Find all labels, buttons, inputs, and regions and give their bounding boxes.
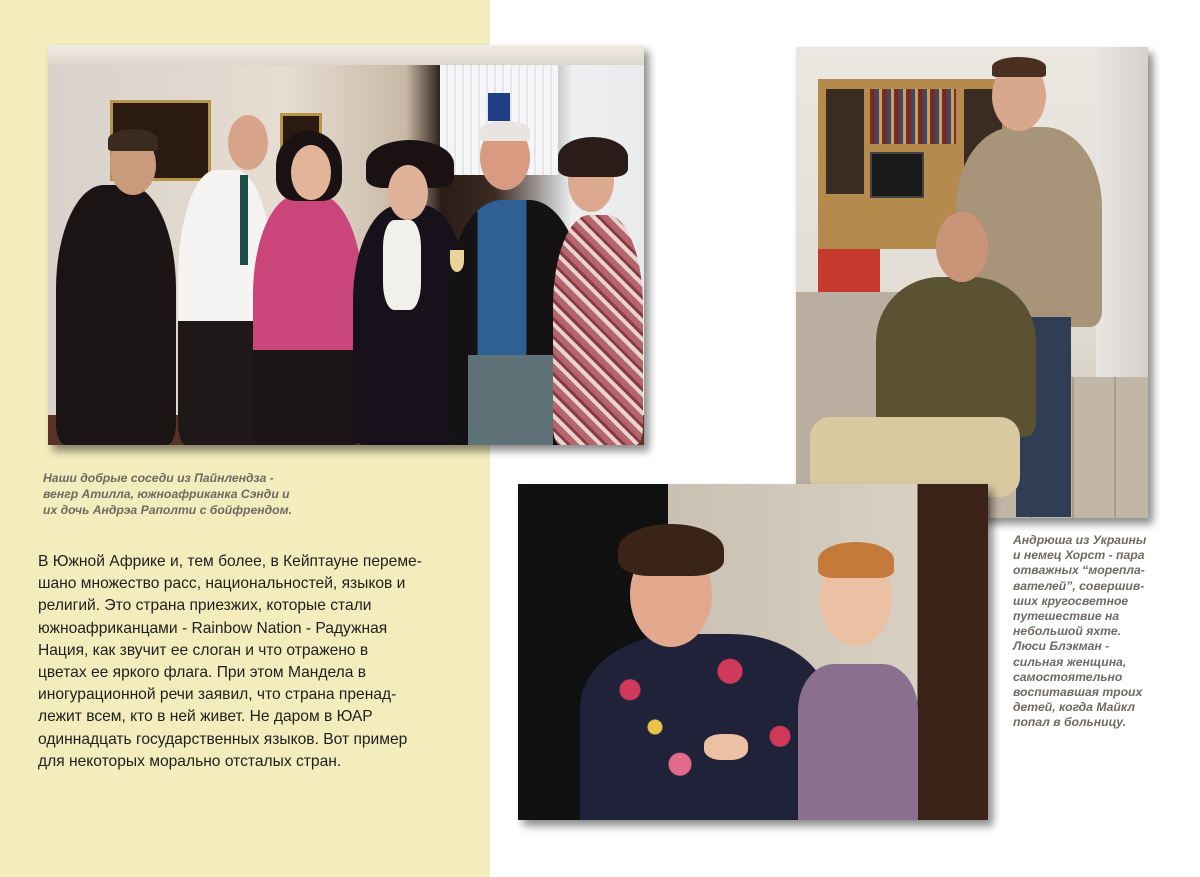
boy-hand: [704, 734, 748, 760]
body-line: южноафриканцами - Rainbow Nation - Радужная: [38, 619, 388, 637]
caption-line: детей, когда Майкл: [1013, 700, 1135, 715]
body-line: Нация, как звучит ее слоган и что отражено в: [38, 641, 369, 659]
caption-line: венгр Атилла, южноафриканка Сэнди и: [43, 487, 290, 501]
person-black-jacket-head: [388, 165, 428, 220]
caption-living-room: [1013, 533, 1193, 731]
caption-line: самостоятельно: [1013, 669, 1123, 684]
caption-line: Наши добрые соседи из Пайнлендза -: [43, 471, 274, 485]
logo-badge: [488, 93, 510, 121]
body-line: шано множество расс, национальностей, языков и: [38, 575, 406, 593]
person-tuxedo-man: [56, 185, 176, 445]
white-blouse: [383, 220, 421, 310]
caption-line: попал в больницу.: [1013, 715, 1127, 730]
caption-line: Люси Блэкман -: [1013, 639, 1110, 654]
boy-shirt: [798, 664, 918, 820]
person-pink-blouse-face: [291, 145, 331, 200]
person-floral-dress: [553, 215, 643, 445]
white-hair: [480, 121, 530, 141]
floral-dress: [580, 634, 830, 820]
tie: [240, 175, 248, 265]
hair: [108, 129, 158, 151]
red-ottoman: [818, 249, 880, 294]
person-young-man-head: [228, 115, 268, 170]
caption-reception: [43, 470, 343, 518]
caption-line: сильная женщина,: [1013, 654, 1127, 669]
body-line: иногурационной речи заявил, что страна пренад-: [38, 686, 397, 704]
trousers: [468, 355, 553, 445]
person-seated-man: [876, 277, 1036, 437]
wine-glass: [450, 250, 464, 272]
body-line: цветах ее яркого флага. При этом Мандела в: [38, 664, 367, 682]
hair: [992, 57, 1046, 77]
television: [870, 152, 924, 198]
body-line: для некоторых морально отсталых стран.: [38, 752, 342, 770]
caption-line: путешествие на: [1013, 609, 1120, 624]
woman-hair: [618, 524, 724, 576]
body-line: лежит всем, кто в ней живет. Не даром в ЮАР: [38, 708, 373, 726]
caption-line: воспитавшая троих: [1013, 685, 1143, 700]
body-paragraph: [38, 551, 478, 773]
caption-line: и немец Хорст - пара: [1013, 548, 1145, 563]
photo-living-room: [796, 47, 1148, 518]
ceiling: [48, 45, 644, 65]
photo-reception: [48, 45, 644, 445]
caption-line: Андрюша из Украины: [1013, 533, 1147, 547]
body-line: религий. Это страна приезжих, которые стали: [38, 597, 372, 615]
body-line: одиннадцать государственных языков. Вот пример: [38, 730, 408, 748]
caption-line: их дочь Андрэа Раполти с бойфрендом.: [43, 503, 292, 517]
photo-woman-child: [518, 484, 988, 820]
boy-hair: [818, 542, 894, 578]
hair: [558, 137, 628, 177]
caption-line: отважных “морепла-: [1013, 563, 1145, 578]
bookshelf-glass-door: [826, 89, 864, 194]
bookshelf-books: [870, 89, 956, 144]
person-seated-man-head: [936, 212, 988, 282]
caption-line: ших кругосветное: [1013, 593, 1129, 608]
caption-line: вателей”, совершив-: [1013, 578, 1145, 593]
body-line: В Южной Африке и, тем более, в Кейптауне переме-: [38, 553, 422, 570]
caption-line: небольшой яхте.: [1013, 624, 1122, 639]
person-pink-blouse: [253, 195, 363, 445]
